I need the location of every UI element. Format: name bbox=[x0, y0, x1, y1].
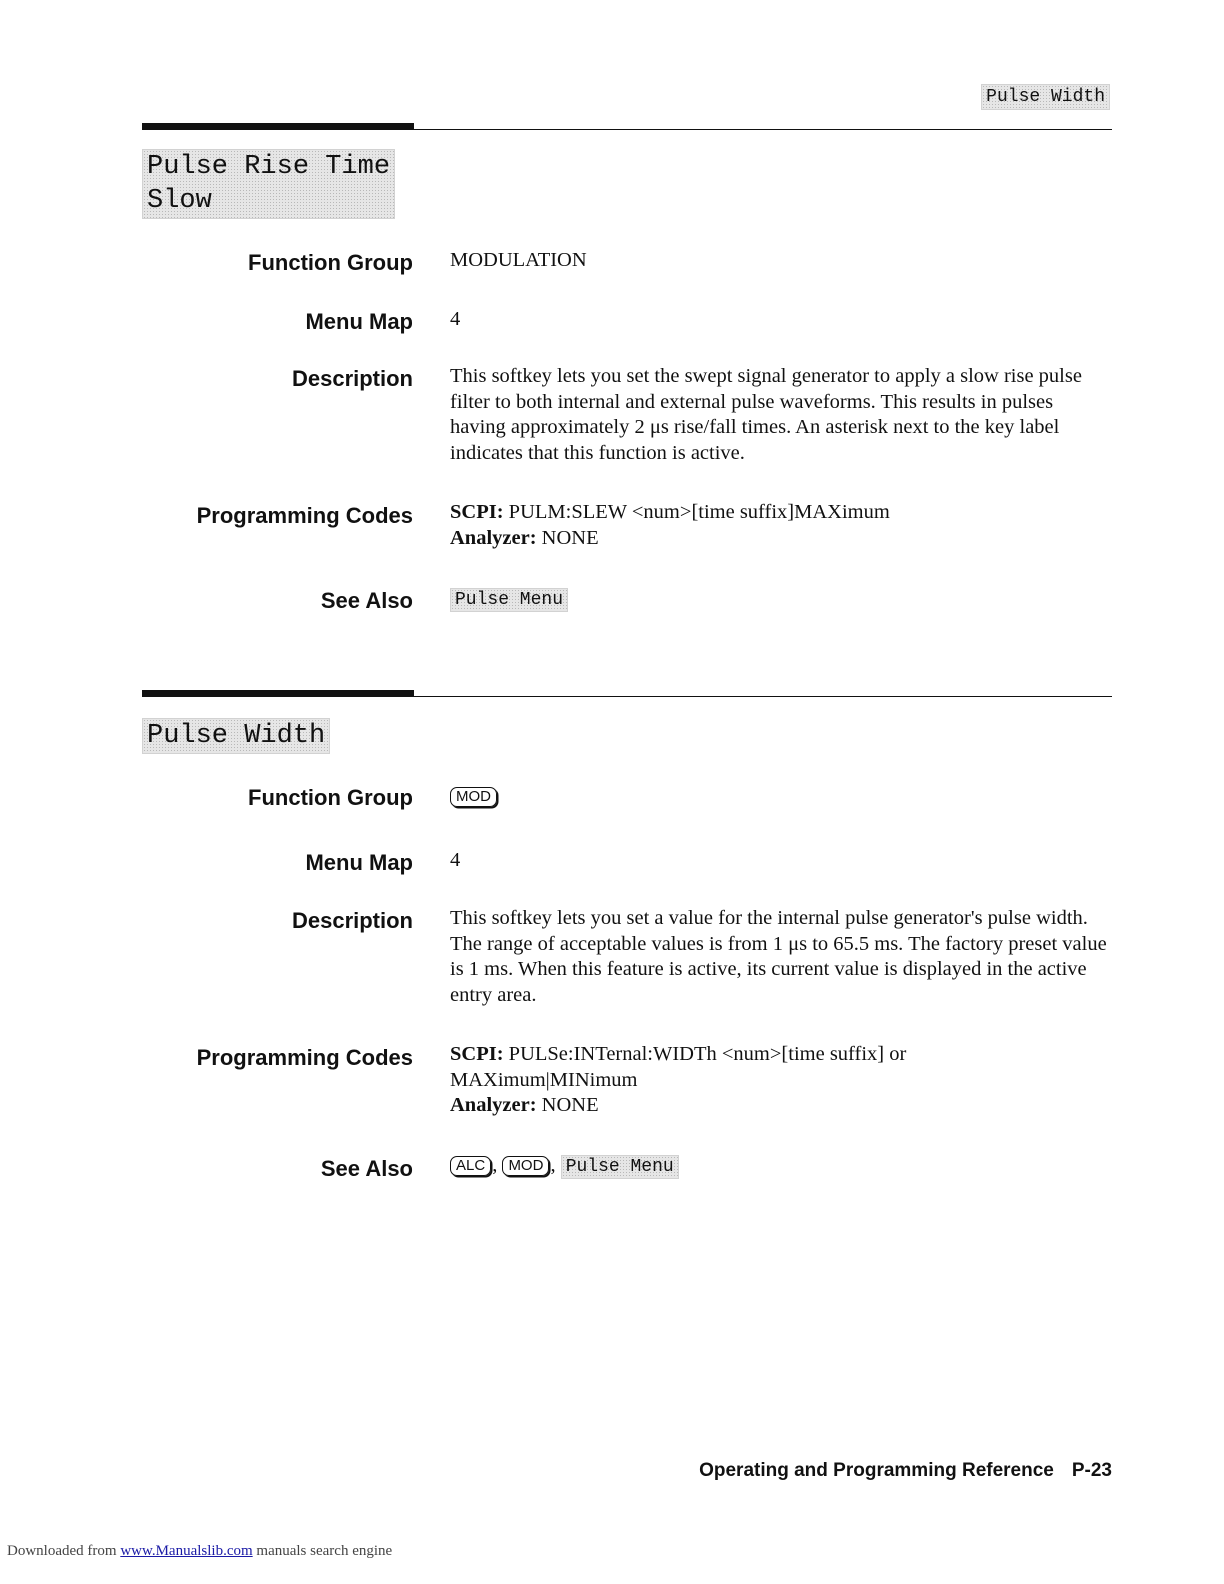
scpi-label: SCPI: bbox=[450, 501, 504, 523]
see-also-separator: , bbox=[492, 1154, 498, 1176]
programming-codes-label: Programming Codes bbox=[196, 1045, 413, 1070]
see-also-separator: , bbox=[550, 1154, 556, 1176]
alc-key: ALC bbox=[450, 1156, 491, 1176]
see-also-label: See Also bbox=[320, 588, 413, 613]
description-label: Description bbox=[291, 908, 413, 933]
analyzer-label: Analyzer: bbox=[450, 526, 537, 549]
programming-codes bbox=[450, 500, 1110, 551]
mod-key: MOD bbox=[502, 1156, 549, 1176]
programming-codes-label: Programming Codes bbox=[196, 503, 413, 528]
mod-key: MOD bbox=[450, 787, 497, 807]
section-rule bbox=[142, 696, 1112, 697]
menu-map-label: Menu Map bbox=[305, 309, 413, 334]
description-text: This softkey lets you set a value for the internal pulse generator's pulse width. The range of acceptable values is from 1 μs to 65.5 ms. The factory preset value is 1 ms. When this feature is active, its current value is displayed in the active entry area. bbox=[450, 907, 1107, 1006]
scpi-line bbox=[450, 500, 1110, 526]
analyzer-code: NONE bbox=[541, 526, 599, 549]
function-group-label: Function Group bbox=[248, 250, 413, 275]
scpi-code: PULM:SLEW <num>[time suffix]MAXimum bbox=[508, 501, 890, 523]
download-suffix: manuals search engine bbox=[256, 1543, 393, 1559]
page-footer bbox=[699, 1459, 1112, 1483]
menu-map-value: 4 bbox=[450, 308, 461, 330]
see-also-values bbox=[450, 586, 1110, 614]
section-rule bbox=[142, 129, 1112, 130]
running-head: Pulse Width bbox=[981, 84, 1110, 110]
section-title-pulse-width: Pulse Width bbox=[142, 718, 330, 754]
analyzer-line bbox=[450, 1093, 990, 1119]
description-label: Description bbox=[291, 366, 413, 391]
page-number: P-23 bbox=[1071, 1460, 1112, 1481]
see-also-label: See Also bbox=[320, 1156, 413, 1181]
see-also-values bbox=[450, 1153, 1110, 1181]
analyzer-line bbox=[450, 526, 1110, 552]
menu-map-value: 4 bbox=[450, 849, 461, 871]
description-text: This softkey lets you set the swept signal generator to apply a slow rise pulse filter to both internal and external pulse waveforms. This results in pulses having approximately 2 μs rise/fall times. An asterisk next to the key label indicates that this function is active. bbox=[450, 365, 1082, 464]
scpi-line bbox=[450, 1042, 990, 1093]
section-title-line1: Pulse Rise Time bbox=[147, 152, 391, 182]
programming-codes bbox=[450, 1042, 990, 1119]
menu-map-label: Menu Map bbox=[305, 850, 413, 875]
footer-title: Operating and Programming Reference bbox=[699, 1460, 1054, 1481]
analyzer-code: NONE bbox=[541, 1094, 599, 1116]
analyzer-label: Analyzer: bbox=[450, 1094, 537, 1116]
function-group-value bbox=[450, 784, 1110, 810]
manualslib-link[interactable]: www.Manualslib.com bbox=[120, 1543, 253, 1559]
section-title-pulse-rise-time-slow bbox=[142, 149, 395, 219]
pulse-menu-softkey: Pulse Menu bbox=[561, 1155, 679, 1179]
pulse-menu-softkey: Pulse Menu bbox=[450, 588, 568, 612]
section-title-line2: Slow bbox=[147, 186, 212, 216]
function-group-value: MODULATION bbox=[450, 249, 587, 271]
download-prefix: Downloaded from bbox=[7, 1543, 117, 1559]
scpi-code: PULSe:INTernal:WIDTh <num>[time suffix] or MAXimum|MINimum bbox=[450, 1043, 907, 1091]
function-group-label: Function Group bbox=[248, 785, 413, 810]
scpi-label: SCPI: bbox=[450, 1043, 504, 1065]
download-notice bbox=[7, 1542, 392, 1560]
